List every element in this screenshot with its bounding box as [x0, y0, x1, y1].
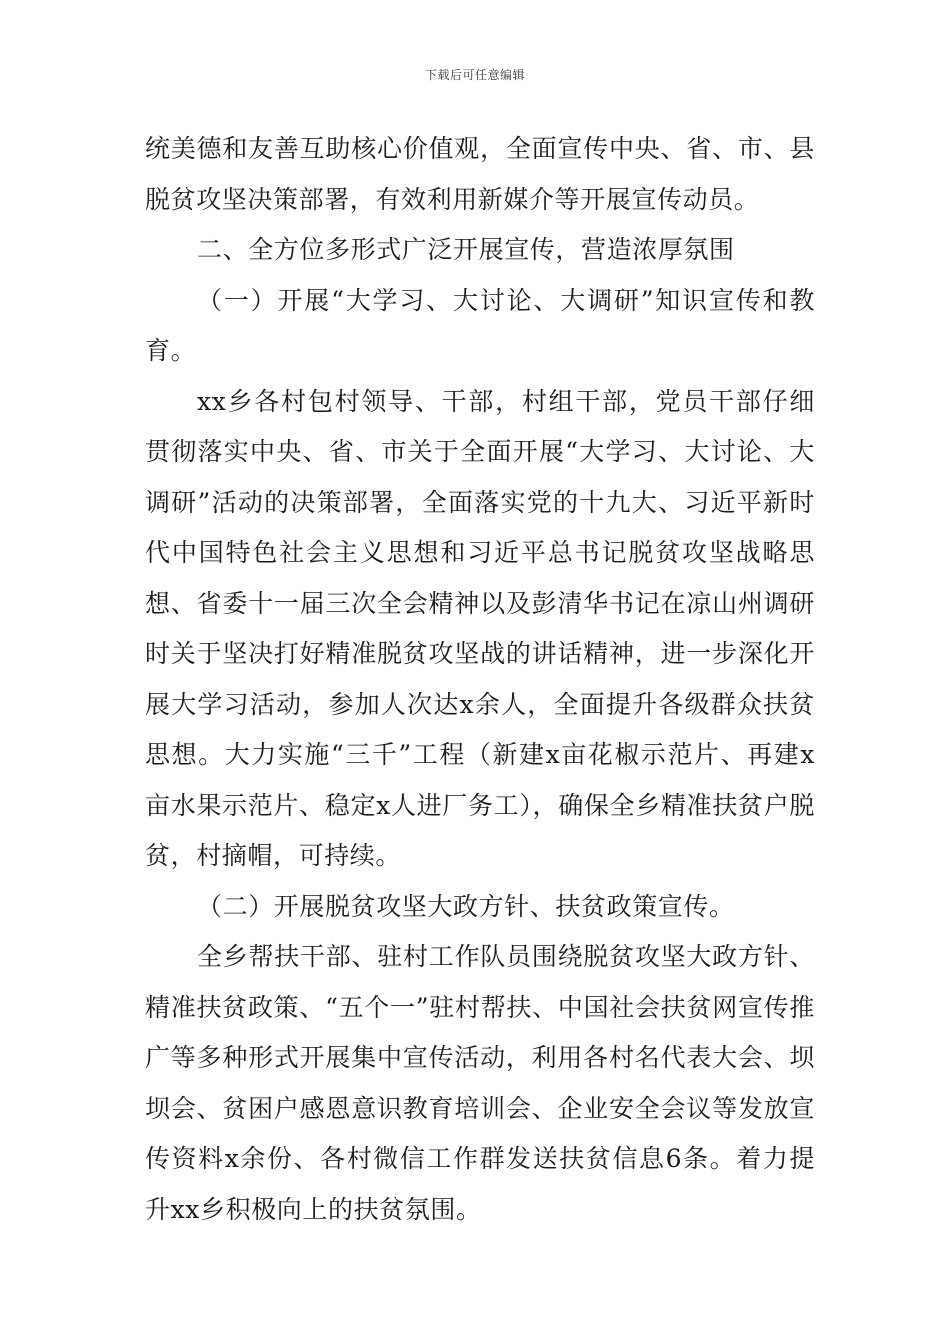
paragraph-study-campaign: xx乡各村包村领导、干部，村组干部，党员干部仔细贯彻落实中央、省、市关于全面开展“大学习、大讨论、大调研”活动的决策部署，全面落实党的十九大、习近平新时代中国特色社会主义思想和习近平总书记脱贫攻坚战略思想、省委十一届三次全会精神以及彭清华书记在凉山州调研时关于坚决打好精准脱贫攻坚战的讲话精神，进一步深化开展大学习活动，参加人次达x余人，全面提升各级群众扶贫思想。大力实施“三千”工程（新建x亩花椒示范片、再建x亩水果示范片、稳定x人进厂务工），确保全乡精准扶贫户脱贫，村摘帽，可持续。 [145, 386, 815, 870]
subsection-heading-2: （二）开展脱贫攻坚大政方针、扶贫政策宣传。 [197, 891, 735, 921]
subsection-heading-1: （一）开展“大学习、大讨论、大调研”知识宣传和教育。 [145, 285, 815, 365]
page-header: 下载后可任意编辑 [424, 68, 525, 82]
document-body [145, 124, 815, 1235]
paragraph-1: 统美德和友善互助核心价值观，全面宣传中央、省、市、县脱贫攻坚决策部署，有效利用新媒介等开展宣传动员。 [145, 134, 815, 214]
paragraph-policy-promotion: 全乡帮扶干部、驻村工作队员围绕脱贫攻坚大政方针、精准扶贫政策、“五个一”驻村帮扶、中国社会扶贫网宣传推广等多种形式开展集中宣传活动，利用各村名代表大会、坝坝会、贫困户感恩意识教育培训会、企业安全会议等发放宣传资料x余份、各村微信工作群发送扶贫信息6条。着力提升xx乡积极向上的扶贫氛围。 [145, 942, 815, 1224]
section-heading-2: 二、全方位多形式广泛开展宣传，营造浓厚氛围 [197, 235, 735, 264]
